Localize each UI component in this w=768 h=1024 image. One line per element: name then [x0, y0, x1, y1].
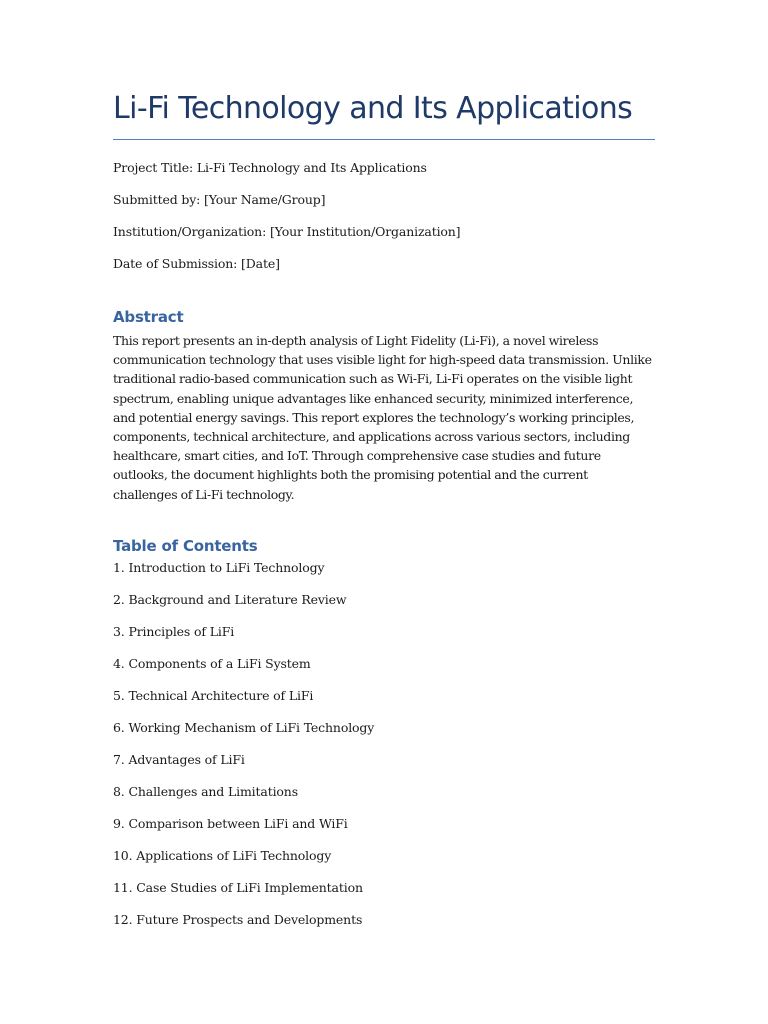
toc-item: 6. Working Mechanism of LiFi Technology	[113, 720, 375, 735]
toc-item: 8. Challenges and Limitations	[113, 784, 298, 799]
institution-line: Institution/Organization: [Your Institution/Organization]	[113, 224, 461, 239]
toc-item: 1. Introduction to LiFi Technology	[113, 560, 325, 575]
toc-item: 10. Applications of LiFi Technology	[113, 848, 332, 863]
project-title-line: Project Title: Li-Fi Technology and Its Applications	[113, 160, 427, 175]
toc-item: 2. Background and Literature Review	[113, 592, 347, 607]
toc-item: 12. Future Prospects and Developments	[113, 912, 363, 927]
submission-date-line: Date of Submission: [Date]	[113, 256, 280, 271]
toc-item: 5. Technical Architecture of LiFi	[113, 688, 314, 703]
toc-item: 3. Principles of LiFi	[113, 624, 235, 639]
document-title: Li-Fi Technology and Its Applications	[113, 91, 633, 126]
abstract-body: This report presents an in-depth analysis of Light Fidelity (Li-Fi), a novel wireless communication technology that uses visible light for high-speed data transmission. Unlike traditional radio-based communication such as Wi-Fi, Li-Fi operates on the visible light spectrum, enabling unique advantages like enhanced security, minimized interference, and potential energy savings. This report explores the technology’s working principles, components, technical architecture, and applications across various sectors, including healthcare, smart cities, and IoT. Through comprehensive case studies and future outlooks, the document highlights both the promising potential and the current challenges of Li-Fi technology.	[113, 333, 652, 502]
toc-item: 4. Components of a LiFi System	[113, 656, 311, 671]
toc-item: 11. Case Studies of LiFi Implementation	[113, 880, 363, 895]
toc-item: 9. Comparison between LiFi and WiFi	[113, 816, 348, 831]
abstract-heading: Abstract	[113, 308, 184, 326]
toc-heading: Table of Contents	[113, 537, 258, 555]
toc-item: 7. Advantages of LiFi	[113, 752, 245, 767]
submitted-by-line: Submitted by: [Your Name/Group]	[113, 192, 326, 207]
title-underline	[113, 139, 655, 140]
